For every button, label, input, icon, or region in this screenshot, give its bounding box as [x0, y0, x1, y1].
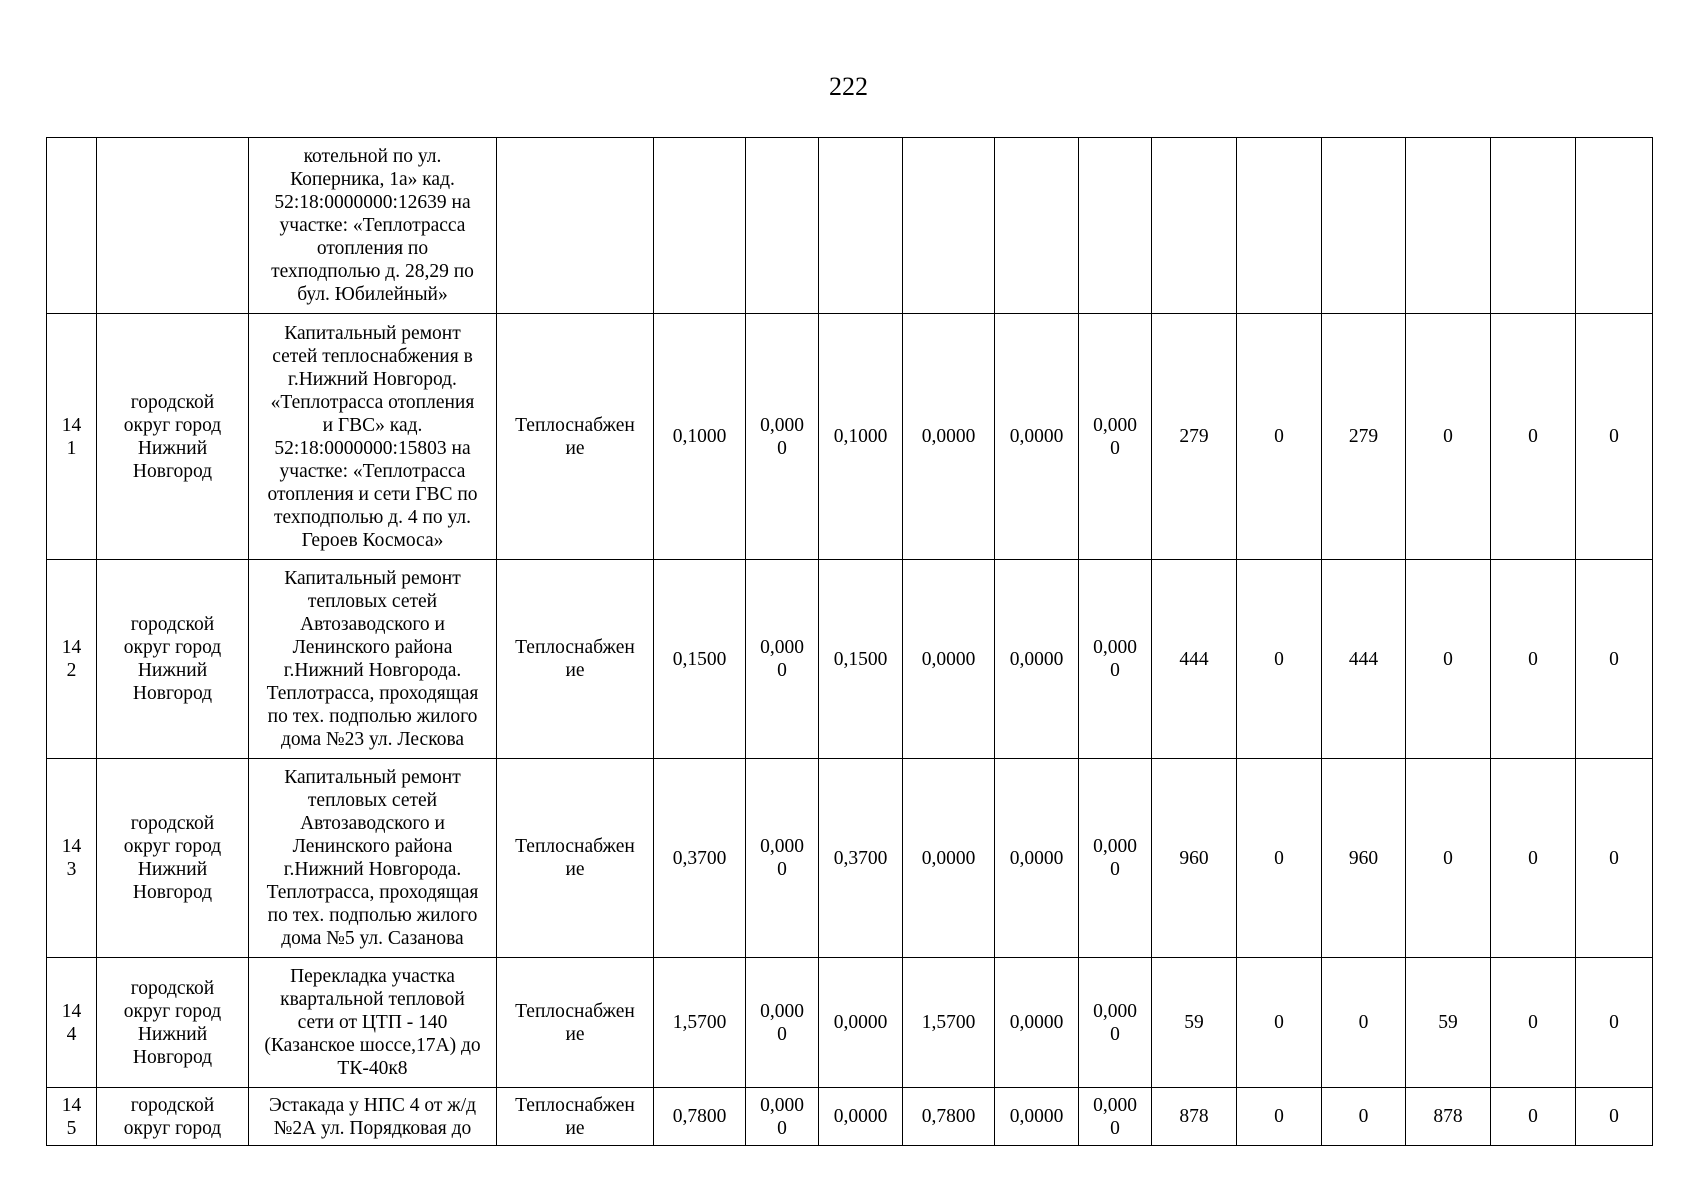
- value-cell: 960: [1152, 759, 1237, 958]
- cell-line: 0: [1110, 859, 1120, 880]
- value-cell: 878: [1406, 1088, 1491, 1146]
- cell-line: Автозаводского и: [300, 614, 445, 635]
- value-cell: [746, 1088, 819, 1146]
- description-cell: [249, 560, 497, 759]
- value-cell: 0,0000: [903, 759, 995, 958]
- value-cell: 0: [1576, 958, 1653, 1088]
- value-cell: 0,7800: [903, 1088, 995, 1146]
- category-cell: [497, 759, 654, 958]
- value-cell: [1079, 314, 1152, 560]
- cell-line: 0: [1110, 660, 1120, 681]
- cell-line: 2: [66, 660, 77, 681]
- cell-line: 52:18:0000000:15803 на: [274, 437, 471, 459]
- cell-line: дома №23 ул. Лескова: [280, 729, 465, 750]
- cell-line: бул. Юбилейный»: [297, 284, 448, 305]
- row-number-cell: [47, 759, 97, 958]
- municipality-cell: [97, 958, 249, 1088]
- cell-line: г.Нижний Новгорода.: [283, 859, 462, 880]
- municipality-cell: [97, 759, 249, 958]
- data-table: [46, 137, 1653, 1146]
- value-cell: 0: [1237, 560, 1322, 759]
- cell-line: (Казанское шоссе,17А) до: [264, 1035, 481, 1056]
- value-cell: [746, 759, 819, 958]
- value-cell: 0: [1576, 560, 1653, 759]
- value-cell: 0,0000: [995, 314, 1079, 560]
- cell-line: ие: [565, 1023, 585, 1045]
- cell-line: 0,000: [1093, 414, 1137, 436]
- cell-line: 0,000: [760, 1000, 804, 1022]
- cell-line: Теплоснабжен: [515, 637, 635, 658]
- value-cell: 960: [1322, 759, 1406, 958]
- cell-line: Ленинского района: [292, 836, 453, 857]
- cell-line: округ город: [123, 414, 222, 436]
- value-cell: 0: [1237, 759, 1322, 958]
- cell-line: Теплоснабжен: [515, 1094, 635, 1116]
- value-cell: 0,0000: [995, 759, 1079, 958]
- value-cell: 0,1000: [819, 314, 903, 560]
- cell-line: 1: [66, 437, 77, 459]
- cell-line: городской: [130, 614, 215, 635]
- cell-line: по тех. подполью жилого: [267, 905, 478, 926]
- cell-line: 0: [1110, 1023, 1120, 1045]
- page-number: 222: [829, 72, 868, 101]
- value-cell: 0: [1491, 759, 1576, 958]
- value-cell: 0: [1406, 759, 1491, 958]
- value-cell: [1079, 560, 1152, 759]
- value-cell: 444: [1322, 560, 1406, 759]
- cell-line: участке: «Теплотрасса: [279, 215, 466, 236]
- cell-line: Перекладка участка: [290, 966, 455, 987]
- value-cell: [1079, 958, 1152, 1088]
- cell-line: Героев Космоса»: [301, 529, 444, 551]
- cell-line: Новгород: [132, 683, 213, 704]
- cell-line: Нижний: [137, 1023, 208, 1045]
- municipality-cell: [97, 314, 249, 560]
- category-cell: [497, 1088, 654, 1146]
- cell-line: 14: [61, 414, 82, 436]
- cell-line: Теплотрасса, проходящая: [266, 882, 479, 903]
- value-cell: 0: [1237, 1088, 1322, 1146]
- cell-line: 4: [66, 1023, 77, 1045]
- cell-line: 0,000: [760, 1094, 804, 1116]
- table-row: [47, 958, 1653, 1088]
- cell-line: городской: [130, 977, 215, 999]
- category-cell: [497, 958, 654, 1088]
- cell-line: Новгород: [132, 1046, 213, 1068]
- value-cell: 0: [1237, 314, 1322, 560]
- description-cell: [249, 138, 497, 314]
- value-cell: 0,3700: [654, 759, 746, 958]
- cell-line: округ город: [123, 637, 222, 658]
- value-cell: 1,5700: [654, 958, 746, 1088]
- row-number-cell: [47, 314, 97, 560]
- value-cell: 0: [1322, 958, 1406, 1088]
- cell-line: 0: [777, 1023, 787, 1045]
- cell-line: отопления и сети ГВС по: [267, 483, 478, 505]
- value-cell: [1079, 759, 1152, 958]
- value-cell: 0: [1491, 1088, 1576, 1146]
- cell-line: 0,000: [760, 836, 804, 857]
- value-cell: 0: [1576, 1088, 1653, 1146]
- cell-line: Теплоснабжен: [515, 414, 635, 436]
- description-cell: [249, 1088, 497, 1146]
- cell-line: ие: [565, 437, 585, 459]
- value-cell: 59: [1152, 958, 1237, 1088]
- value-cell: 0,0000: [903, 314, 995, 560]
- municipality-cell: [97, 1088, 249, 1146]
- cell-line: тепловых сетей: [307, 591, 438, 612]
- cell-line: 14: [61, 836, 82, 857]
- cell-line: г.Нижний Новгород.: [288, 368, 457, 390]
- cell-line: 0: [777, 437, 787, 459]
- cell-line: Нижний: [137, 859, 208, 880]
- cell-line: квартальной тепловой: [280, 989, 465, 1010]
- cell-line: ие: [565, 660, 585, 681]
- cell-line: 5: [66, 1117, 77, 1139]
- cell-line: Новгород: [132, 460, 213, 482]
- value-cell: 0,7800: [654, 1088, 746, 1146]
- description-cell: [249, 759, 497, 958]
- cell-line: №2А ул. Порядковая до: [273, 1117, 472, 1139]
- cell-line: Коперника, 1а» кад.: [290, 169, 455, 190]
- table-row: [47, 314, 1653, 560]
- cell-line: 0: [777, 1117, 787, 1139]
- cell-line: 14: [61, 637, 82, 658]
- cell-line: Теплотрасса, проходящая: [266, 683, 479, 704]
- value-cell: 878: [1152, 1088, 1237, 1146]
- cell-line: Новгород: [132, 882, 213, 903]
- row-number-cell: [47, 958, 97, 1088]
- value-cell: [746, 560, 819, 759]
- cell-line: ие: [565, 1117, 585, 1139]
- value-cell: 0,1500: [819, 560, 903, 759]
- value-cell: 0: [1576, 314, 1653, 560]
- value-cell: 0,0000: [819, 958, 903, 1088]
- table-row: [47, 560, 1653, 759]
- municipality-cell: [97, 560, 249, 759]
- cell-line: округ город: [123, 1000, 222, 1022]
- value-cell: [746, 958, 819, 1088]
- value-cell: 0,0000: [819, 1088, 903, 1146]
- description-cell: [249, 314, 497, 560]
- cell-line: тепловых сетей: [307, 790, 438, 811]
- cell-line: 0: [1110, 437, 1120, 459]
- cell-line: 0,000: [1093, 1000, 1137, 1022]
- cell-line: 0,000: [760, 637, 804, 658]
- row-number-cell: [47, 1088, 97, 1146]
- cell-line: округ город: [123, 1117, 222, 1139]
- cell-line: Эстакада у НПС 4 от ж/д: [268, 1094, 477, 1116]
- value-cell: 0: [1576, 759, 1653, 958]
- table-row-continuation: [47, 138, 1653, 314]
- cell-line: сети от ЦТП - 140: [297, 1012, 448, 1033]
- cell-line: Капитальный ремонт: [284, 322, 461, 344]
- value-cell: 0,0000: [995, 1088, 1079, 1146]
- cell-line: Автозаводского и: [300, 813, 445, 834]
- cell-line: 0,000: [760, 414, 804, 436]
- value-cell: 0,1000: [654, 314, 746, 560]
- cell-line: Теплоснабжен: [515, 836, 635, 857]
- cell-line: Капитальный ремонт: [284, 568, 461, 589]
- cell-line: 0,000: [1093, 836, 1137, 857]
- value-cell: 279: [1152, 314, 1237, 560]
- description-cell: [249, 958, 497, 1088]
- cell-line: 0: [1110, 1117, 1120, 1139]
- cell-line: 0: [777, 859, 787, 880]
- value-cell: 0: [1491, 314, 1576, 560]
- cell-line: отопления по: [316, 238, 429, 259]
- cell-line: Капитальный ремонт: [284, 767, 461, 788]
- value-cell: 0,0000: [995, 560, 1079, 759]
- value-cell: 0: [1491, 560, 1576, 759]
- cell-line: округ город: [123, 836, 222, 857]
- value-cell: 0,3700: [819, 759, 903, 958]
- cell-line: сетей теплоснабжения в: [272, 345, 473, 367]
- cell-line: Теплоснабжен: [515, 1000, 635, 1022]
- value-cell: 279: [1322, 314, 1406, 560]
- cell-line: городской: [130, 1094, 215, 1116]
- cell-line: по тех. подполью жилого: [267, 706, 478, 727]
- cell-line: Ленинского района: [292, 637, 453, 658]
- cell-line: техподполью д. 28,29 по: [271, 261, 474, 282]
- municipality-cell: [97, 138, 249, 314]
- cell-line: 0,000: [1093, 637, 1137, 658]
- cell-line: Нижний: [137, 437, 208, 459]
- row-number-cell: [47, 560, 97, 759]
- cell-line: котельной по ул.: [303, 146, 442, 167]
- cell-line: 14: [61, 1094, 82, 1116]
- table-row: [47, 1088, 1653, 1146]
- value-cell: 0: [1491, 958, 1576, 1088]
- cell-line: 0: [777, 660, 787, 681]
- table-row: [47, 759, 1653, 958]
- value-cell: 0: [1406, 560, 1491, 759]
- value-cell: 1,5700: [903, 958, 995, 1088]
- category-cell: [497, 314, 654, 560]
- cell-line: городской: [130, 391, 215, 413]
- value-cell: 444: [1152, 560, 1237, 759]
- row-number-cell: [47, 138, 97, 314]
- cell-line: г.Нижний Новгорода.: [283, 660, 462, 681]
- cell-line: Нижний: [137, 660, 208, 681]
- cell-line: дома №5 ул. Сазанова: [281, 928, 464, 949]
- cell-line: ие: [565, 859, 585, 880]
- value-cell: 0,1500: [654, 560, 746, 759]
- cell-line: 3: [66, 859, 77, 880]
- value-cell: 0,0000: [903, 560, 995, 759]
- cell-line: городской: [130, 813, 215, 834]
- cell-line: 0,000: [1093, 1094, 1137, 1116]
- value-cell: 0,0000: [995, 958, 1079, 1088]
- value-cell: 0: [1322, 1088, 1406, 1146]
- category-cell: [497, 560, 654, 759]
- cell-line: участке: «Теплотрасса: [279, 460, 466, 482]
- cell-line: техподполью д. 4 по ул.: [273, 506, 472, 528]
- cell-line: 52:18:0000000:12639 на: [274, 192, 471, 213]
- cell-line: «Теплотрасса отопления: [270, 391, 475, 413]
- value-cell: 0: [1237, 958, 1322, 1088]
- cell-line: ТК-40к8: [337, 1058, 408, 1079]
- value-cell: [746, 314, 819, 560]
- value-cell: 59: [1406, 958, 1491, 1088]
- value-cell: 0: [1406, 314, 1491, 560]
- cell-line: 14: [61, 1000, 82, 1022]
- value-cell: [1079, 1088, 1152, 1146]
- cell-line: и ГВС» кад.: [322, 414, 423, 436]
